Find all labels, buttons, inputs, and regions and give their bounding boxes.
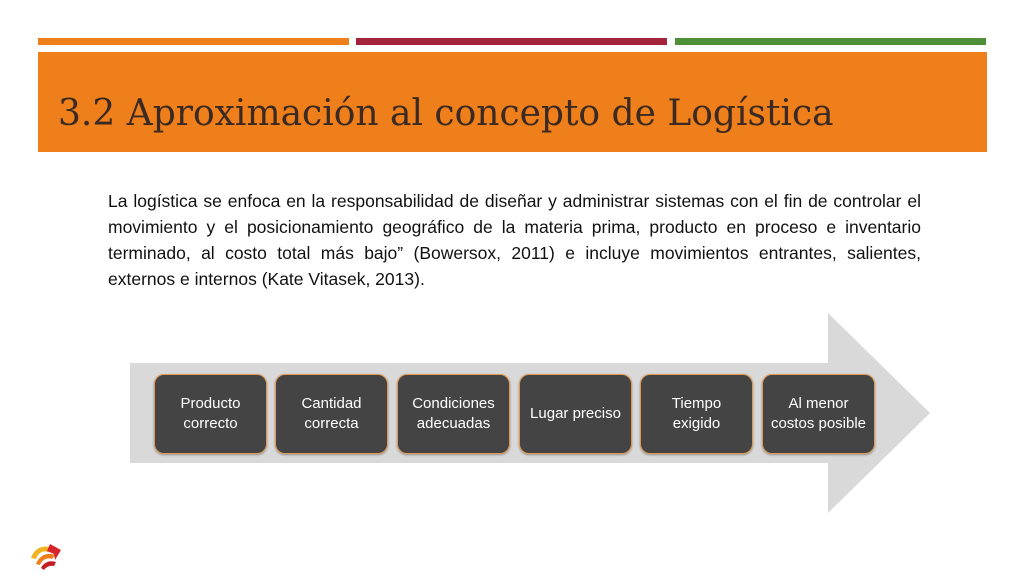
accent-stripe-red: [356, 38, 667, 45]
slide-body-text: La logística se enfoca en la responsabilidad de diseñar y administrar sistemas con el fin de controlar el movimiento y el posicionamiento geográfico de la materia prima, producto en proceso e inventario terminado, al costo total más bajo” (Bowersox, 2011) e incluye movimientos entrantes, salientes, externos e internos (Kate Vitasek, 2013).: [108, 191, 921, 289]
process-step-cantidad: Cantidad correcta: [275, 374, 388, 454]
process-step-condiciones: Condiciones adecuadas: [397, 374, 510, 454]
process-step-costo: Al menor costos posible: [762, 374, 875, 454]
process-step-tiempo: Tiempo exigido: [640, 374, 753, 454]
accent-stripe-green: [675, 38, 986, 45]
process-step-producto: Producto correcto: [154, 374, 267, 454]
logo-icon: [28, 538, 64, 574]
slide-title: 3.2 Aproximación al concepto de Logística: [58, 93, 834, 134]
accent-stripe-orange: [38, 38, 349, 45]
process-step-lugar: Lugar preciso: [519, 374, 632, 454]
